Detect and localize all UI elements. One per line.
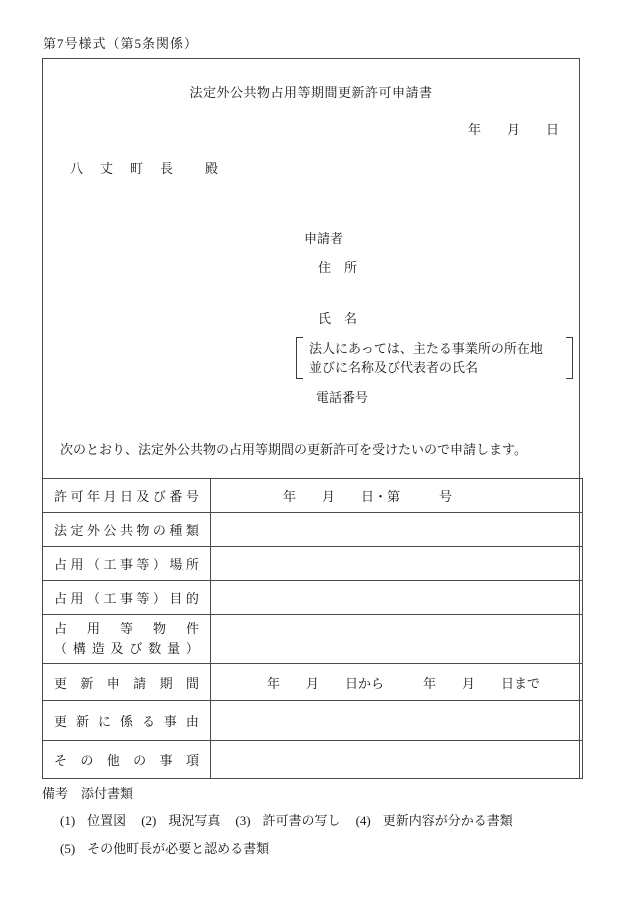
applicant-name-label: 氏 名 xyxy=(318,311,358,326)
row-value-renewal-reason xyxy=(211,701,583,741)
attachments-line-2 xyxy=(42,838,528,857)
attachment-3-number: (3) xyxy=(235,813,251,828)
attachment-4-number: (4) xyxy=(355,813,371,828)
addressee-mayor: 八 丈 町 長 殿 xyxy=(70,161,221,176)
corporate-note-line1: 法人にあっては、主たる事業所の所在地 xyxy=(309,341,543,356)
form-title: 法定外公共物占用等期間更新許可申請書 xyxy=(189,85,433,100)
row-label-occupation-objects: 占 用 等 物 件 （ 構 造 及 び 数 量 ） xyxy=(43,615,211,664)
date-field: 年 月 日 xyxy=(467,122,559,137)
attachment-4-text: 更新内容が分かる書類 xyxy=(382,813,513,828)
row-value-occupation-purpose xyxy=(211,581,583,615)
row-label-permit-date-number: 許 可 年 月 日 及 び 番 号 xyxy=(43,479,211,513)
remarks-label: 備考 xyxy=(42,786,69,801)
remarks-footer xyxy=(42,783,528,866)
declaration-sentence: 次のとおり、法定外公共物の占用等期間の更新許可を受けたいので申請します。 xyxy=(60,442,527,457)
applicant-phone-label: 電話番号 xyxy=(316,390,369,405)
attachment-5-text: その他町長が必要と認める書類 xyxy=(87,841,270,856)
attachment-1-number: (1) xyxy=(60,813,76,828)
row-value-renewal-period: 年 月 日から 年 月 日まで xyxy=(211,664,583,701)
row-value-other-matters xyxy=(211,741,583,779)
attachment-5-number: (5) xyxy=(60,841,76,856)
table-row xyxy=(43,581,583,615)
row-label-renewal-period: 更 新 申 請 期 間 xyxy=(43,664,211,701)
row-label-renewal-reason: 更 新 に 係 る 事 由 xyxy=(43,701,211,741)
bracket-right xyxy=(566,337,573,379)
attachments-line-1 xyxy=(42,810,528,829)
bracket-left xyxy=(296,337,303,379)
remarks-heading-line xyxy=(42,783,528,802)
table-row xyxy=(43,547,583,581)
row-value-property-type xyxy=(211,513,583,547)
applicant-heading: 申請者 xyxy=(304,231,344,246)
application-table xyxy=(42,478,583,779)
corporate-note-line2: 並びに名称及び代表者の氏名 xyxy=(309,360,479,375)
row-value-occupation-place xyxy=(211,547,583,581)
attachment-2-text: 現況写真 xyxy=(168,813,221,828)
row-value-occupation-objects xyxy=(211,615,583,664)
row-label-property-type: 法 定 外 公 共 物 の 種 類 xyxy=(43,513,211,547)
corporate-note xyxy=(296,337,573,379)
table-row xyxy=(43,741,583,779)
table-row xyxy=(43,664,583,701)
table-row xyxy=(43,701,583,741)
attachments-heading: 添付書類 xyxy=(81,786,134,801)
table-row xyxy=(43,479,583,513)
row-label-occupation-place: 占 用 （ 工 事 等 ） 場 所 xyxy=(43,547,211,581)
table-row xyxy=(43,615,583,664)
row-label-other-matters: そ の 他 の 事 項 xyxy=(43,741,211,779)
attachment-2-number: (2) xyxy=(141,813,157,828)
row-value-permit-date-number: 年 月 日・第 号 xyxy=(211,479,583,513)
corporate-note-text xyxy=(303,337,566,379)
applicant-address-label: 住 所 xyxy=(318,260,358,275)
attachment-3-text: 許可書の写し xyxy=(262,813,341,828)
form-number-label: 第7号様式（第5条関係） xyxy=(43,36,199,51)
attachment-1-text: 位置図 xyxy=(87,813,127,828)
row-label-occupation-purpose: 占 用 （ 工 事 等 ） 目 的 xyxy=(43,581,211,615)
form-outer-box xyxy=(42,58,580,779)
table-row xyxy=(43,513,583,547)
